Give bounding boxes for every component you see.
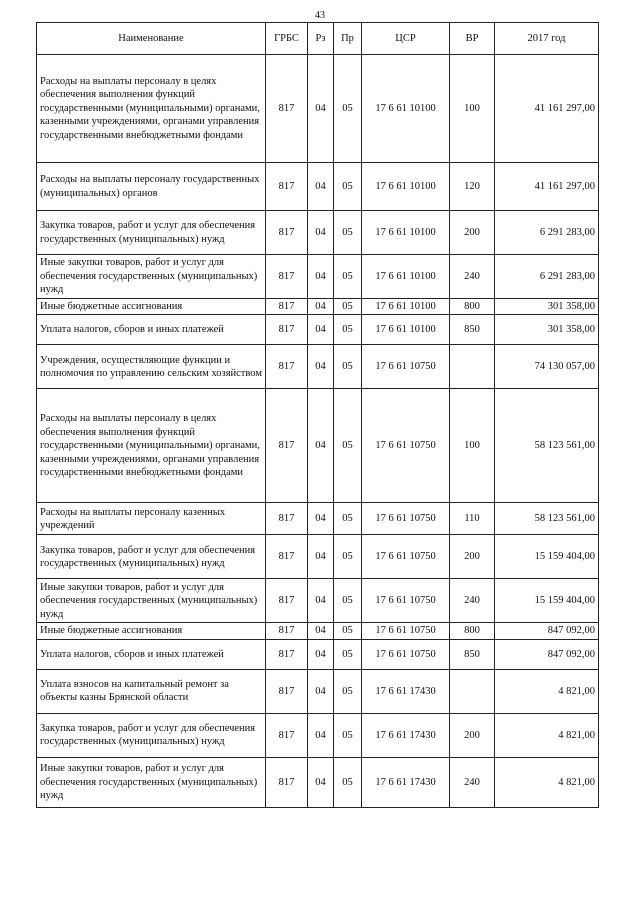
table-row xyxy=(37,389,599,503)
cell-name: Закупка товаров, работ и услуг для обеспечения государственных (муниципальных) нужд xyxy=(37,211,266,255)
header-year: 2017 год xyxy=(495,23,599,55)
cell-amount: 58 123 561,00 xyxy=(495,503,599,535)
cell-csr: 17 6 61 10750 xyxy=(362,579,450,623)
cell-name: Расходы на выплаты персоналу в целях обеспечения выполнения функций государственными (муниципальными) органами, казенными учреждениями, органами управления государственными внебюджетными фондами xyxy=(37,55,266,163)
cell-name: Иные закупки товаров, работ и услуг для обеспечения государственных (муниципальных) нужд xyxy=(37,579,266,623)
cell-grbs: 817 xyxy=(266,345,308,389)
cell-vr: 850 xyxy=(450,639,495,669)
cell-csr: 17 6 61 10100 xyxy=(362,255,450,299)
cell-csr: 17 6 61 10100 xyxy=(362,299,450,315)
header-rz: Рз xyxy=(308,23,334,55)
cell-csr: 17 6 61 10750 xyxy=(362,535,450,579)
cell-pr: 05 xyxy=(334,389,362,503)
table-row xyxy=(37,757,599,807)
cell-rz: 04 xyxy=(308,315,334,345)
cell-pr: 05 xyxy=(334,713,362,757)
cell-vr: 850 xyxy=(450,315,495,345)
cell-grbs: 817 xyxy=(266,211,308,255)
table-row xyxy=(37,345,599,389)
cell-vr: 800 xyxy=(450,623,495,639)
budget-table xyxy=(36,22,599,808)
cell-amount: 847 092,00 xyxy=(495,639,599,669)
cell-amount: 4 821,00 xyxy=(495,757,599,807)
cell-pr: 05 xyxy=(334,211,362,255)
cell-rz: 04 xyxy=(308,299,334,315)
cell-name: Закупка товаров, работ и услуг для обеспечения государственных (муниципальных) нужд xyxy=(37,535,266,579)
table-row xyxy=(37,669,599,713)
cell-pr: 05 xyxy=(334,535,362,579)
cell-rz: 04 xyxy=(308,211,334,255)
cell-name: Уплата взносов на капитальный ремонт за объекты казны Брянской области xyxy=(37,669,266,713)
table-row xyxy=(37,535,599,579)
cell-grbs: 817 xyxy=(266,55,308,163)
cell-amount: 847 092,00 xyxy=(495,623,599,639)
cell-csr: 17 6 61 10100 xyxy=(362,163,450,211)
cell-name: Закупка товаров, работ и услуг для обеспечения государственных (муниципальных) нужд xyxy=(37,713,266,757)
cell-vr: 200 xyxy=(450,713,495,757)
header-name: Наименование xyxy=(37,23,266,55)
cell-grbs: 817 xyxy=(266,535,308,579)
cell-pr: 05 xyxy=(334,299,362,315)
cell-csr: 17 6 61 10100 xyxy=(362,315,450,345)
cell-grbs: 817 xyxy=(266,579,308,623)
cell-rz: 04 xyxy=(308,503,334,535)
cell-name: Иные бюджетные ассигнования xyxy=(37,299,266,315)
cell-vr xyxy=(450,669,495,713)
cell-rz: 04 xyxy=(308,669,334,713)
table-row xyxy=(37,503,599,535)
cell-vr: 240 xyxy=(450,255,495,299)
cell-amount: 58 123 561,00 xyxy=(495,389,599,503)
cell-csr: 17 6 61 10750 xyxy=(362,503,450,535)
cell-pr: 05 xyxy=(334,579,362,623)
cell-rz: 04 xyxy=(308,639,334,669)
cell-vr: 800 xyxy=(450,299,495,315)
cell-name: Расходы на выплаты персоналу государственных (муниципальных) органов xyxy=(37,163,266,211)
cell-name: Учреждения, осуществляющие функции и полномочия по управлению сельским хозяйством xyxy=(37,345,266,389)
cell-grbs: 817 xyxy=(266,315,308,345)
cell-name: Иные закупки товаров, работ и услуг для обеспечения государственных (муниципальных) нужд xyxy=(37,757,266,807)
cell-vr: 200 xyxy=(450,211,495,255)
cell-rz: 04 xyxy=(308,623,334,639)
cell-rz: 04 xyxy=(308,55,334,163)
cell-pr: 05 xyxy=(334,503,362,535)
table-row xyxy=(37,211,599,255)
cell-vr: 240 xyxy=(450,579,495,623)
cell-name: Расходы на выплаты персоналу казенных учреждений xyxy=(37,503,266,535)
cell-rz: 04 xyxy=(308,345,334,389)
cell-amount: 15 159 404,00 xyxy=(495,535,599,579)
cell-grbs: 817 xyxy=(266,299,308,315)
cell-amount: 4 821,00 xyxy=(495,713,599,757)
cell-pr: 05 xyxy=(334,639,362,669)
cell-name: Иные бюджетные ассигнования xyxy=(37,623,266,639)
cell-amount: 74 130 057,00 xyxy=(495,345,599,389)
cell-csr: 17 6 61 10750 xyxy=(362,623,450,639)
cell-rz: 04 xyxy=(308,535,334,579)
cell-csr: 17 6 61 10750 xyxy=(362,345,450,389)
cell-csr: 17 6 61 17430 xyxy=(362,713,450,757)
cell-pr: 05 xyxy=(334,669,362,713)
cell-amount: 41 161 297,00 xyxy=(495,55,599,163)
cell-amount: 6 291 283,00 xyxy=(495,211,599,255)
cell-pr: 05 xyxy=(334,623,362,639)
cell-amount: 301 358,00 xyxy=(495,315,599,345)
cell-grbs: 817 xyxy=(266,389,308,503)
cell-grbs: 817 xyxy=(266,669,308,713)
cell-csr: 17 6 61 10100 xyxy=(362,211,450,255)
cell-vr xyxy=(450,345,495,389)
cell-pr: 05 xyxy=(334,163,362,211)
cell-grbs: 817 xyxy=(266,255,308,299)
cell-rz: 04 xyxy=(308,713,334,757)
cell-pr: 05 xyxy=(334,315,362,345)
cell-grbs: 817 xyxy=(266,163,308,211)
cell-amount: 301 358,00 xyxy=(495,299,599,315)
cell-vr: 100 xyxy=(450,55,495,163)
table-row xyxy=(37,55,599,163)
table-row xyxy=(37,163,599,211)
cell-pr: 05 xyxy=(334,757,362,807)
cell-name: Иные закупки товаров, работ и услуг для обеспечения государственных (муниципальных) нужд xyxy=(37,255,266,299)
cell-name: Уплата налогов, сборов и иных платежей xyxy=(37,639,266,669)
cell-rz: 04 xyxy=(308,757,334,807)
cell-vr: 110 xyxy=(450,503,495,535)
header-grbs: ГРБС xyxy=(266,23,308,55)
table-row xyxy=(37,639,599,669)
cell-amount: 41 161 297,00 xyxy=(495,163,599,211)
cell-csr: 17 6 61 17430 xyxy=(362,669,450,713)
cell-grbs: 817 xyxy=(266,713,308,757)
table-row xyxy=(37,713,599,757)
cell-name: Расходы на выплаты персоналу в целях обеспечения выполнения функций государственными (муниципальными) органами, казенными учреждениями, органами управления государственными внебюджетными фондами xyxy=(37,389,266,503)
cell-amount: 4 821,00 xyxy=(495,669,599,713)
cell-pr: 05 xyxy=(334,55,362,163)
cell-csr: 17 6 61 10100 xyxy=(362,55,450,163)
cell-rz: 04 xyxy=(308,389,334,503)
cell-rz: 04 xyxy=(308,255,334,299)
cell-rz: 04 xyxy=(308,163,334,211)
page-number: 43 xyxy=(315,10,325,21)
cell-grbs: 817 xyxy=(266,503,308,535)
table-row xyxy=(37,315,599,345)
table-row xyxy=(37,579,599,623)
cell-vr: 240 xyxy=(450,757,495,807)
table-row xyxy=(37,255,599,299)
cell-csr: 17 6 61 10750 xyxy=(362,639,450,669)
cell-vr: 120 xyxy=(450,163,495,211)
cell-csr: 17 6 61 10750 xyxy=(362,389,450,503)
cell-grbs: 817 xyxy=(266,623,308,639)
header-vr: ВР xyxy=(450,23,495,55)
cell-vr: 100 xyxy=(450,389,495,503)
table-row xyxy=(37,623,599,639)
header-pr: Пр xyxy=(334,23,362,55)
table-header-row xyxy=(37,23,599,55)
cell-grbs: 817 xyxy=(266,639,308,669)
cell-amount: 6 291 283,00 xyxy=(495,255,599,299)
cell-rz: 04 xyxy=(308,579,334,623)
header-csr: ЦСР xyxy=(362,23,450,55)
cell-vr: 200 xyxy=(450,535,495,579)
table-row xyxy=(37,299,599,315)
cell-pr: 05 xyxy=(334,345,362,389)
cell-pr: 05 xyxy=(334,255,362,299)
cell-grbs: 817 xyxy=(266,757,308,807)
cell-amount: 15 159 404,00 xyxy=(495,579,599,623)
cell-csr: 17 6 61 17430 xyxy=(362,757,450,807)
cell-name: Уплата налогов, сборов и иных платежей xyxy=(37,315,266,345)
